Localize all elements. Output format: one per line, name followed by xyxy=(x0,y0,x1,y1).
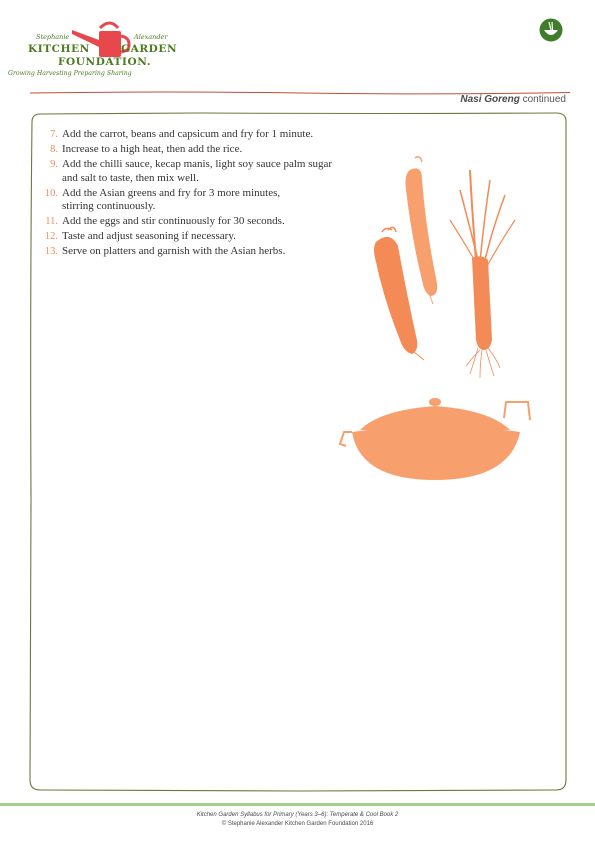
step-number: 13. xyxy=(44,246,58,257)
step-text-continued: and salt to taste, then mix well. xyxy=(62,171,199,184)
footer-copyright: © Stephanie Alexander Kitchen Garden Foundation 2016 xyxy=(221,820,374,827)
step-text: Taste and adjust seasoning if necessary. xyxy=(62,230,236,242)
logo-kitchen: KITCHEN xyxy=(28,43,90,55)
carrot-long-icon xyxy=(406,157,438,304)
logo-garden: GARDEN xyxy=(121,43,178,55)
step-number: 9. xyxy=(50,159,58,170)
footer-book-title: Kitchen Garden Syllabus for Primary (Years 3–6): Temperate & Cool Book 2 xyxy=(196,812,399,818)
step-text: Serve on platters and garnish with the Asian herbs. xyxy=(62,245,286,257)
step-text-continued: stirring continuously. xyxy=(62,200,156,212)
step-number: 12. xyxy=(44,231,58,242)
logo-tagline: Growing Harvesting Preparing Sharing xyxy=(8,70,132,77)
step-text: Add the Asian greens and fry for 3 more minutes, xyxy=(62,186,281,199)
logo-alexander: Alexander xyxy=(134,33,168,41)
step-text: Add the carrot, beans and capsicum and fry for 1 minute. xyxy=(62,128,314,140)
page-footer xyxy=(0,811,595,828)
recipe-name: Nasi Goreng xyxy=(460,94,520,105)
footer-divider xyxy=(0,803,595,806)
step-text: Add the chilli sauce, kecap manis, light soy sauce palm sugar xyxy=(62,158,333,170)
spring-onion-icon xyxy=(450,170,515,378)
continued-label: continued xyxy=(522,94,566,105)
step-number: 11. xyxy=(45,216,58,227)
step-item xyxy=(47,128,387,142)
step-number: 7. xyxy=(50,129,58,140)
step-number: 8. xyxy=(50,144,58,155)
logo-foundation: FOUNDATION. xyxy=(58,56,152,68)
step-text: Add the eggs and stir continuously for 30 seconds. xyxy=(62,215,285,227)
wok-icon xyxy=(340,398,530,480)
step-text: Increase to a high heat, then add the rice. xyxy=(62,143,243,155)
vegetables-wok-illustration xyxy=(330,150,540,490)
logo-stephanie: Stephanie xyxy=(36,33,70,41)
step-number: 10. xyxy=(44,187,58,199)
